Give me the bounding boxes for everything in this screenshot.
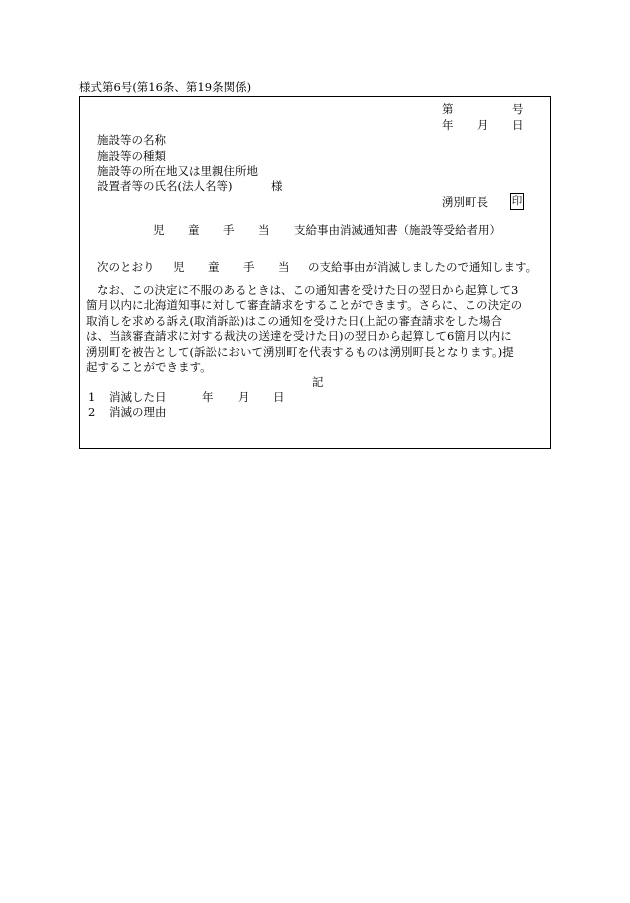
appeal-line-2: 箇月以内に北海道知事に対して審査請求をすることができます。さらに、この決定の xyxy=(86,298,523,312)
sama-label: 様 xyxy=(271,179,283,193)
notice-suffix: の支給事由が消滅しましたので通知します。 xyxy=(308,260,538,274)
notice-char-1: 児 xyxy=(173,260,185,274)
title-char-2: 童 xyxy=(188,223,200,237)
facility-address-label: 施設等の所在地又は里親住所地 xyxy=(97,164,258,178)
title-char-3: 手 xyxy=(223,223,235,237)
item-2-label: 消滅の理由 xyxy=(109,405,167,419)
date-year: 年 xyxy=(442,118,454,132)
date-month: 月 xyxy=(477,118,489,132)
notice-frame xyxy=(79,96,551,449)
appeal-line-1: なお、この決定に不服のあるときは、この通知書を受けた日の翌日から起算して3 xyxy=(97,283,519,297)
facility-name-label: 施設等の名称 xyxy=(97,133,166,147)
form-header: 様式第6号(第16条、第19条関係) xyxy=(79,80,252,94)
notice-char-2: 童 xyxy=(208,260,220,274)
item-1-day: 日 xyxy=(273,390,285,404)
seal-box: 印 xyxy=(510,193,524,210)
item-1-year: 年 xyxy=(202,390,214,404)
title-char-4: 当 xyxy=(258,223,270,237)
item-2-number: 2 xyxy=(88,405,96,419)
appeal-line-4: は、当該審査請求に対する裁決の送達を受けた日)の翌日から起算して6箇月以内に xyxy=(86,329,512,343)
installer-name-label: 設置者等の氏名(法人名等) xyxy=(97,179,233,193)
notice-prefix: 次のとおり xyxy=(97,260,155,274)
item-1-label: 消滅した日 xyxy=(109,390,167,404)
item-1-month: 月 xyxy=(238,390,250,404)
notice-char-3: 手 xyxy=(243,260,255,274)
title-rest: 支給事由消滅通知書（施設等受給者用） xyxy=(294,223,501,237)
document-title xyxy=(153,223,501,237)
number-go: 号 xyxy=(512,102,524,116)
title-char-1: 児 xyxy=(153,223,165,237)
item-1-number: 1 xyxy=(88,390,96,404)
appeal-line-3: 取消しを求める訴え(取消訴訟)はこの通知を受けた日(上記の審査請求をした場合 xyxy=(86,314,502,328)
notice-line xyxy=(97,260,537,274)
issuer-title: 湧別町長 xyxy=(442,195,488,209)
ki-heading: 記 xyxy=(312,375,324,389)
facility-type-label: 施設等の種類 xyxy=(97,149,166,163)
appeal-line-5: 湧別町を被告として(訴訟において湧別町を代表するものは湧別町長となります。)提 xyxy=(86,345,514,359)
number-dai: 第 xyxy=(442,102,454,116)
notice-char-4: 当 xyxy=(278,260,290,274)
date-day: 日 xyxy=(512,118,524,132)
appeal-line-6: 起することができます。 xyxy=(86,360,212,374)
